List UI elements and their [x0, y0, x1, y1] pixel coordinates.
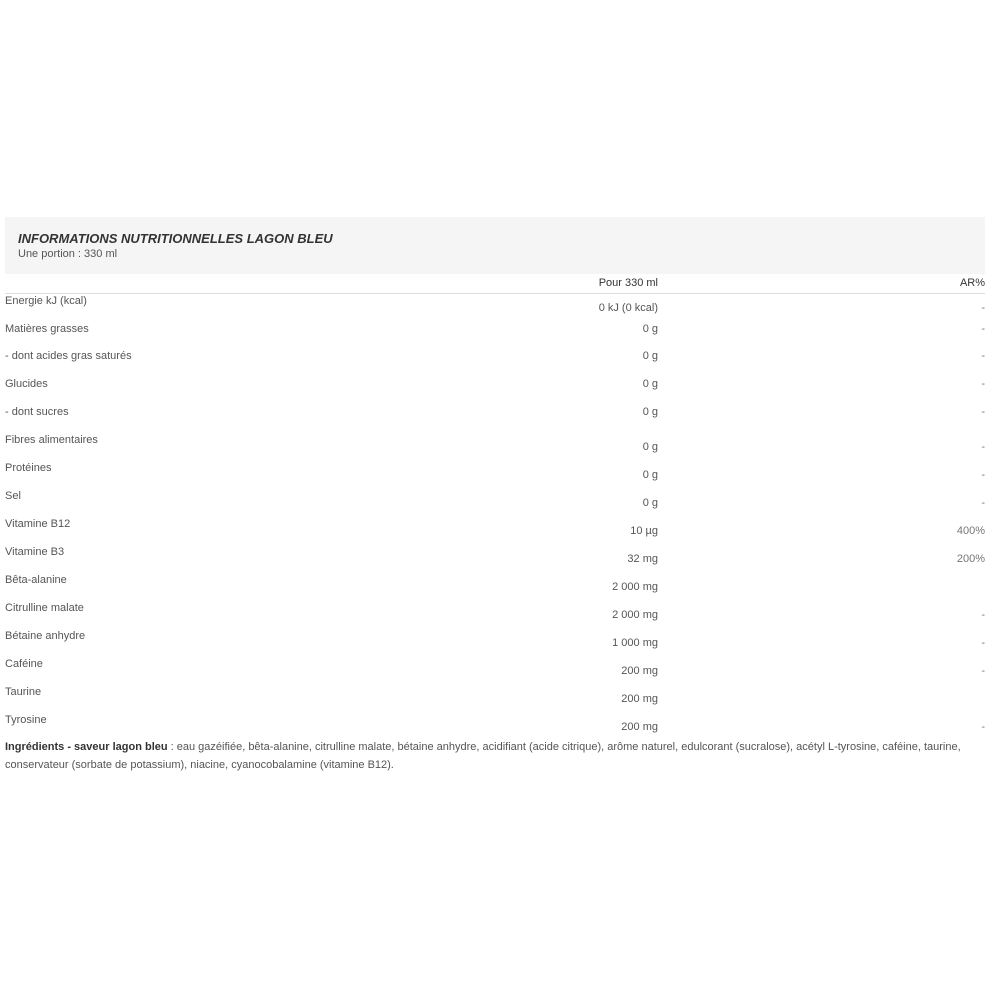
ingredients-list: : eau gazéifiée, bêta-alanine, citrulline malate, bétaine anhydre, acidifiant (acide citrique), arôme naturel, edulcorant (sucralose), acétyl L-tyrosine, caféine, taurine, conservateur (sorbate de potassium), niacine, cyanocobalamine (vitamine B12).	[5, 741, 961, 771]
table-row	[5, 377, 985, 405]
nutrient-value: 0 g	[642, 441, 658, 453]
serving-size: Une portion : 330 ml	[18, 248, 118, 260]
nutrient-value: 0 g	[642, 469, 658, 481]
nutrient-ar: -	[981, 609, 985, 621]
column-header-ar: AR%	[959, 277, 985, 289]
table-row	[5, 517, 985, 545]
table-row	[5, 573, 985, 601]
column-header-per-serving: Pour 330 ml	[598, 277, 658, 289]
table-row	[5, 322, 985, 350]
table-row	[5, 629, 985, 657]
nutrient-label: Vitamine B12	[5, 518, 71, 530]
nutrient-value: 200 mg	[621, 693, 658, 705]
table-row	[5, 545, 985, 573]
nutrient-value: 32 mg	[627, 553, 658, 565]
nutrient-ar: -	[981, 497, 985, 509]
nutrient-value: 0 g	[642, 497, 658, 509]
nutrient-value: 0 g	[642, 378, 658, 390]
nutrient-label: Taurine	[5, 686, 42, 698]
nutrient-label: Matières grasses	[5, 323, 89, 335]
nutrient-ar: 200%	[956, 553, 985, 565]
table-row	[5, 349, 985, 377]
nutrient-ar: -	[981, 378, 985, 390]
table-row	[5, 405, 985, 433]
table-row	[5, 461, 985, 489]
table-row	[5, 489, 985, 517]
nutrient-ar: -	[981, 441, 985, 453]
table-row	[5, 601, 985, 629]
nutrient-label: - dont acides gras saturés	[5, 350, 132, 362]
nutrient-value: 0 g	[642, 350, 658, 362]
nutrient-ar: -	[981, 665, 985, 677]
nutrient-value: 0 g	[642, 406, 658, 418]
nutrient-value: 200 mg	[621, 665, 658, 677]
nutrient-value: 0 kJ (0 kcal)	[598, 302, 658, 314]
table-row	[5, 294, 985, 322]
nutrient-label: Citrulline malate	[5, 602, 84, 614]
nutrient-label: Sel	[5, 490, 21, 502]
nutrient-ar: -	[981, 350, 985, 362]
nutrient-label: Tyrosine	[5, 714, 47, 726]
nutrient-ar: -	[981, 406, 985, 418]
nutrient-label: - dont sucres	[5, 406, 69, 418]
nutrient-label: Energie kJ (kcal)	[5, 295, 87, 307]
table-row	[5, 685, 985, 713]
nutrient-ar: -	[981, 469, 985, 481]
nutrient-value: 10 µg	[630, 525, 658, 537]
nutrient-label: Bêta-alanine	[5, 574, 67, 586]
table-row	[5, 713, 985, 741]
nutrient-ar: -	[981, 721, 985, 733]
nutrient-ar: -	[981, 302, 985, 314]
nutrient-value: 2 000 mg	[612, 581, 658, 593]
nutrient-value: 0 g	[642, 323, 658, 335]
nutrient-value: 2 000 mg	[612, 609, 658, 621]
nutrient-label: Caféine	[5, 658, 43, 670]
nutrient-label: Glucides	[5, 378, 48, 390]
nutrient-label: Vitamine B3	[5, 546, 65, 558]
nutrition-title: INFORMATIONS NUTRITIONNELLES LAGON BLEU	[18, 231, 333, 246]
nutrient-ar: -	[981, 637, 985, 649]
nutrient-ar: 400%	[956, 525, 985, 537]
table-row	[5, 433, 985, 461]
ingredients-label: Ingrédients - saveur lagon bleu	[5, 741, 168, 753]
nutrition-panel	[5, 217, 985, 733]
nutrition-header	[5, 217, 985, 274]
ingredients-text	[5, 738, 985, 774]
nutrient-label: Protéines	[5, 462, 52, 474]
nutrient-label: Bétaine anhydre	[5, 630, 86, 642]
nutrient-value: 200 mg	[621, 721, 658, 733]
nutrient-ar: -	[981, 323, 985, 335]
table-row	[5, 657, 985, 685]
table-column-headers	[5, 274, 985, 294]
nutrient-label: Fibres alimentaires	[5, 434, 98, 446]
nutrient-value: 1 000 mg	[612, 637, 658, 649]
